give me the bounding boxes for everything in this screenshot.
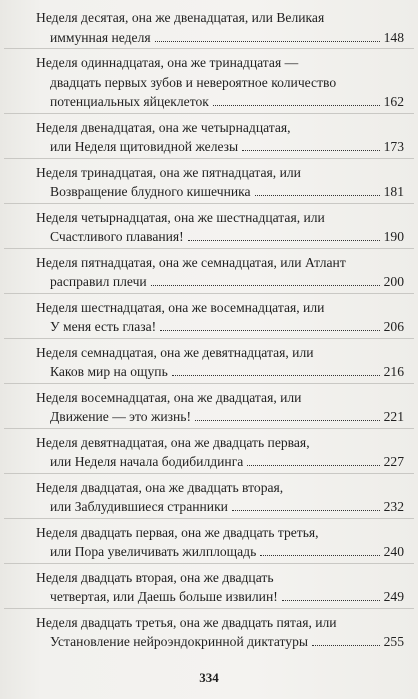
entry-title-line: Неделя двадцатая, она же двадцать вторая, — [36, 479, 284, 495]
entry-title-line: иммунная неделя — [50, 29, 151, 45]
dot-leader — [188, 240, 380, 241]
entry-page-number: 255 — [383, 634, 404, 649]
entry-page-number: 249 — [383, 589, 404, 604]
entry-title-line: потенциальных яйцеклеток — [50, 94, 209, 109]
entry-page-number: 221 — [383, 409, 404, 424]
entry-divider — [4, 203, 414, 204]
dot-leader — [260, 555, 379, 556]
page-number: 334 — [199, 670, 219, 685]
entry-title-line: Неделя десятая, она же двенадцатая, или Великая — [36, 10, 325, 25]
entry-divider — [4, 608, 414, 609]
entry-title-line: Неделя одиннадцатая, она же тринадцатая — — [36, 55, 299, 70]
entry-title-line: Счастливого плавания! — [50, 229, 184, 244]
entry-title-line: или Пора увеличивать жилплощадь — [50, 544, 257, 559]
toc-entry — [36, 568, 404, 607]
entry-title-line: Неделя тринадцатая, она же пятнадцатая, или — [36, 164, 301, 180]
entry-title-line: Неделя пятнадцатая, она же семнадцатая, или Атлант — [36, 254, 346, 270]
dot-leader — [151, 285, 380, 286]
entry-title-line: Неделя семнадцатая, она же девятнадцатая, или — [36, 344, 314, 360]
dot-leader — [282, 600, 380, 601]
toc-entry — [36, 253, 404, 292]
entry-title-line: расправил плечи — [50, 274, 147, 289]
entry-title-line: двадцать первых зубов и невероятное количество — [50, 74, 337, 90]
entry-divider — [4, 473, 414, 474]
entry-divider — [4, 563, 414, 564]
entry-page-number: 200 — [383, 274, 404, 289]
dot-leader — [247, 465, 379, 466]
entry-divider — [4, 248, 414, 249]
entry-title-line: или Заблудившиеся странники — [50, 499, 228, 514]
entry-title-line: Неделя двадцать третья, она же двадцать пятая, или — [36, 614, 337, 630]
dot-leader — [172, 375, 380, 376]
dot-leader — [160, 330, 379, 331]
entry-title-line: Неделя двадцать вторая, она же двадцать — [36, 569, 274, 585]
entry-title-line: Неделя двадцать первая, она же двадцать третья, — [36, 524, 319, 540]
entry-title-line: Неделя девятнадцатая, она же двадцать первая, — [36, 434, 310, 450]
entry-page-number: 227 — [383, 454, 404, 469]
entry-page-number: 190 — [383, 229, 404, 244]
toc-entry — [36, 118, 404, 157]
entry-divider — [4, 518, 414, 519]
toc-entry — [36, 478, 404, 517]
toc-entry — [36, 388, 404, 427]
entry-page-number: 206 — [383, 319, 404, 334]
toc-entry — [36, 523, 404, 562]
toc-entry — [36, 208, 404, 247]
dot-leader — [213, 105, 380, 106]
entry-title-line: или Неделя щитовидной железы — [50, 139, 239, 154]
entry-divider — [4, 383, 414, 384]
toc-entry — [36, 53, 404, 112]
entry-title-line: Каков мир на ощупь — [50, 364, 168, 379]
entry-page-number: 148 — [383, 29, 404, 45]
dot-leader — [195, 420, 380, 421]
entry-page-number: 232 — [383, 499, 404, 514]
toc-entry — [36, 343, 404, 382]
toc-entry — [36, 163, 404, 202]
entry-title-line: Неделя двенадцатая, она же четырнадцатая, — [36, 119, 291, 135]
entry-page-number: 162 — [383, 94, 404, 109]
toc-entry — [36, 433, 404, 472]
entry-title-line: или Неделя начала бодибилдинга — [50, 454, 244, 469]
entry-title-line: Неделя шестнадцатая, она же восемнадцатая, или — [36, 299, 325, 315]
entry-divider — [4, 113, 414, 114]
entry-divider — [4, 48, 414, 49]
entry-divider — [4, 428, 414, 429]
entry-title-line: Неделя четырнадцатая, она же шестнадцатая, или — [36, 209, 325, 225]
entry-divider — [4, 293, 414, 294]
entry-divider — [4, 158, 414, 159]
entry-page-number: 173 — [383, 139, 404, 154]
entry-title-line: четвертая, или Даешь больше извилин! — [50, 589, 278, 604]
entry-title-line: У меня есть глаза! — [50, 319, 157, 334]
entry-page-number: 216 — [383, 364, 404, 379]
dot-leader — [242, 150, 379, 151]
entry-title-line: Установление нейроэндокринной диктатуры — [50, 634, 309, 649]
entry-title-line: Неделя восемнадцатая, она же двадцатая, или — [36, 389, 302, 405]
toc-entry — [36, 613, 404, 652]
dot-leader — [232, 510, 380, 511]
toc-entry — [36, 8, 404, 47]
entry-title-line: Движение — это жизнь! — [50, 409, 192, 424]
entry-page-number: 181 — [383, 184, 404, 199]
dot-leader — [155, 41, 380, 42]
dot-leader — [312, 645, 380, 646]
dot-leader — [255, 195, 380, 196]
entry-divider — [4, 338, 414, 339]
entry-page-number: 240 — [383, 544, 404, 559]
toc-entry — [36, 298, 404, 337]
entry-title-line: Возвращение блудного кишечника — [50, 184, 251, 199]
